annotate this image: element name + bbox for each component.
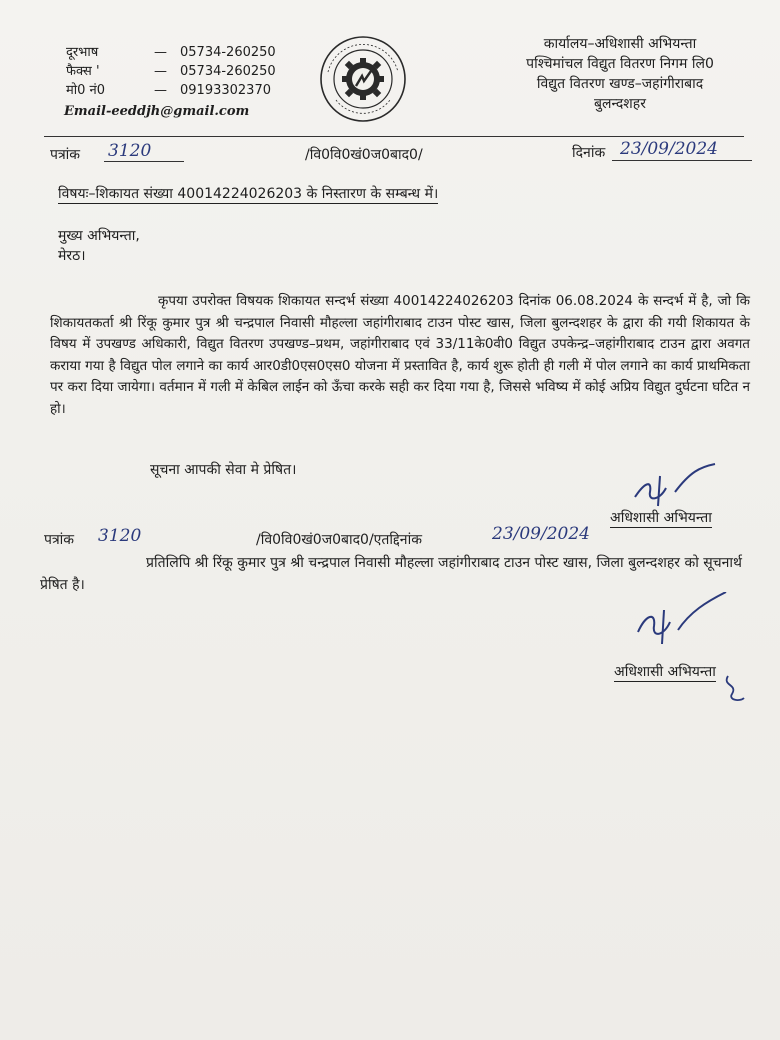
gear-lightning-emblem-icon (318, 34, 408, 124)
signature-1 (620, 462, 730, 512)
contact-fax: फैक्स ' — 05734-260250 (66, 64, 276, 79)
office-address: कार्यालय–अधिशासी अभियन्ता पश्चिमांचल विद्युत वितरण निगम लि0 विद्युत वितरण खण्ड–जहांगीराबाद बुलन्दशहर (526, 36, 714, 112)
ref-number-handwritten: 3120 (108, 141, 152, 161)
signature-2-flourish (718, 672, 748, 706)
date-label: दिनांक (572, 145, 606, 161)
company-logo (318, 34, 408, 124)
email-address: Email-eeddjh@gmail.com (64, 104, 250, 119)
closing-line: सूचना आपकी सेवा मे प्रेषित। (150, 462, 297, 478)
subject-line: विषयः–शिकायत संख्या 40014224026203 के निस्तारण के सम्बन्ध में। (58, 186, 439, 202)
contact-mobile: मो0 नं0 — 09193302370 (66, 83, 271, 98)
header-divider (44, 136, 744, 137)
contact-block (66, 43, 276, 100)
date-handwritten: 23/09/2024 (620, 139, 718, 159)
copy-date-handwritten: 23/09/2024 (492, 524, 590, 544)
ref-number-underline (104, 161, 184, 162)
date-underline (612, 160, 752, 161)
copy-ref-label: पत्रांक (44, 532, 75, 548)
signature-title-2: अधिशासी अभियन्ता (614, 664, 716, 680)
signature-2 (628, 592, 738, 652)
copy-ref-number-handwritten: 3120 (98, 526, 142, 546)
contact-phone: दूरभाष — 05734-260250 (66, 45, 276, 60)
copy-text: प्रतिलिपि श्री रिंकू कुमार पुत्र श्री चन्द्रपाल निवासी मौहल्ला जहांगीराबाद टाउन पोस्ट खास, जिला बुलन्दशहर को सूचनार्थ प्रेषित है। (40, 555, 742, 593)
ref-code: /वि0वि0खं0ज0बाद0/ (305, 147, 423, 163)
addressee: मुख्य अभियन्ता, मेरठ। (58, 228, 140, 264)
signature-title-1: अधिशासी अभियन्ता (610, 510, 712, 526)
body-paragraph: कृपया उपरोक्त विषयक शिकायत सन्दर्भ संख्या 40014224026203 दिनांक 06.08.2024 के सन्दर्भ में है, जो कि शिकायतकर्ता श्री रिंकू कुमार पुत्र श्री चन्द्रपाल निवासी मौहल्ला जहांगीराबाद टाउन पोस्ट खास, जिला बुलन्दशहर के द्वारा की गयी शिकायत के विषय में उपखण्ड अधिकारी, विद्युत वितरण उपखण्ड–प्रथम, जहांगीराबाद एवं 33/11के0वी0 विद्युत उपकेन्द्र–जहांगीराबाद टाउन द्वारा अवगत कराया गया है विद्युत पोल लगाने का कार्य आर0डी0एस0एस0 योजना में प्रस्तावित है, कार्य शुरू होती ही गली में पोल लगाने का कार्य प्राथमिकता पर करा दिया जायेगा। वर्तमान में गली में केबिल लाईन को ऊँचा करके सही कर दिया गया है, जिससे भविष्य में कोई अप्रिय विद्युत दुर्घटना घटित न हो। (50, 293, 750, 417)
ref-line: पत्रांक (50, 147, 81, 163)
copy-ref-code: /वि0वि0खं0ज0बाद0/एतद्दिनांक (256, 532, 422, 548)
